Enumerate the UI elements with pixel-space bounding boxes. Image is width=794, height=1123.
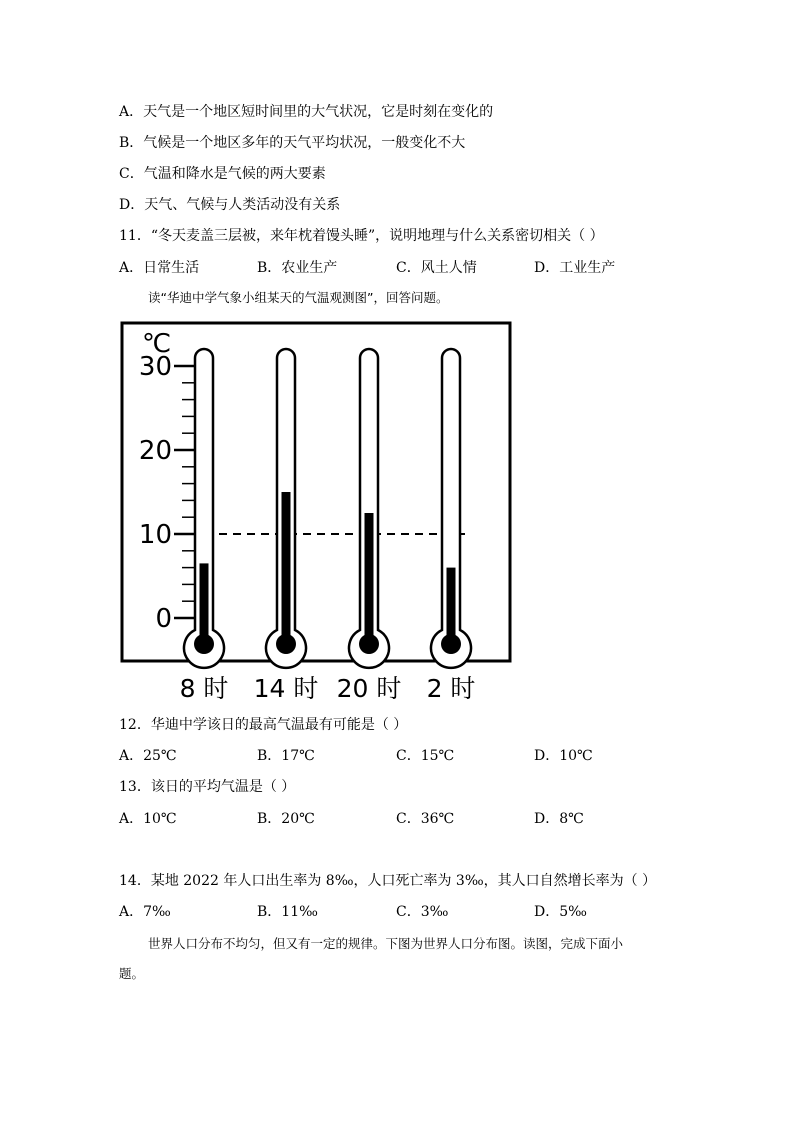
q13-stem: 13．该日的平均气温是（ ） (119, 779, 296, 795)
q12-option-b: B．17℃ (257, 748, 315, 764)
q14-option-b: B．11‰ (257, 904, 318, 920)
mercury-column (365, 513, 374, 640)
category-label: 20 时 (336, 674, 402, 703)
category-label: 2 时 (426, 674, 476, 703)
thermometer (349, 349, 389, 668)
closing-intro-line1: 世界人口分布不均匀，但又有一定的规律。下图为世界人口分布图。读图，完成下面小 (148, 936, 624, 951)
q10-option-c: C．气温和降水是气候的两大要素 (119, 166, 326, 182)
q13-option-c: C．36℃ (396, 811, 455, 827)
category-label: 14 时 (253, 674, 319, 703)
q12-option-a: A．25℃ (119, 748, 177, 764)
y-tick-label: 20 (138, 436, 172, 466)
q12-option-c: C．15℃ (396, 748, 455, 764)
unit-label: ℃ (142, 329, 172, 359)
thermometer (431, 349, 471, 668)
q11-stem: 11．“冬天麦盖三层被，来年枕着馒头睡”，说明地理与什么关系密切相关（ ） (119, 228, 604, 244)
q13-option-a: A．10℃ (119, 811, 177, 827)
q14-option-c: C．3‰ (396, 904, 449, 920)
q14-option-a: A．7‰ (119, 904, 171, 920)
q12-stem: 12．华迪中学该日的最高气温最有可能是（ ） (119, 717, 408, 733)
q11-option-d: D．工业生产 (534, 260, 616, 276)
thermometer (266, 349, 306, 668)
mercury-column (447, 568, 456, 640)
q13-option-d: D．8℃ (534, 811, 584, 827)
q13-option-b: B．20℃ (257, 811, 315, 827)
q14-option-d: D．5‰ (534, 904, 587, 920)
q10-option-b: B．气候是一个地区多年的天气平均状况，一般变化不大 (119, 135, 466, 151)
temperature-chart (0, 310, 794, 730)
q10-option-d: D．天气、气候与人类活动没有关系 (119, 197, 341, 213)
y-tick-label: 30 (138, 352, 172, 382)
closing-intro-line2: 题。 (119, 966, 145, 981)
q12-option-d: D．10℃ (534, 748, 593, 764)
figure-intro: 读“华迪中学气象小组某天的气温观测图”，回答问题。 (148, 290, 449, 305)
q14-stem: 14．某地 2022 年人口出生率为 8‰，人口死亡率为 3‰，其人口自然增长率为（ ） (119, 873, 657, 889)
mercury-column (282, 492, 291, 640)
q10-option-a: A．天气是一个地区短时间里的大气状况，它是时刻在变化的 (119, 104, 494, 120)
y-tick-label: 0 (155, 604, 172, 634)
y-tick-label: 10 (138, 520, 172, 550)
category-label: 8 时 (179, 674, 229, 703)
thermometer (184, 349, 224, 668)
mercury-column (200, 563, 209, 640)
q11-option-a: A．日常生活 (119, 260, 200, 276)
q11-option-b: B．农业生产 (257, 260, 338, 276)
q11-option-c: C．风土人情 (396, 260, 477, 276)
